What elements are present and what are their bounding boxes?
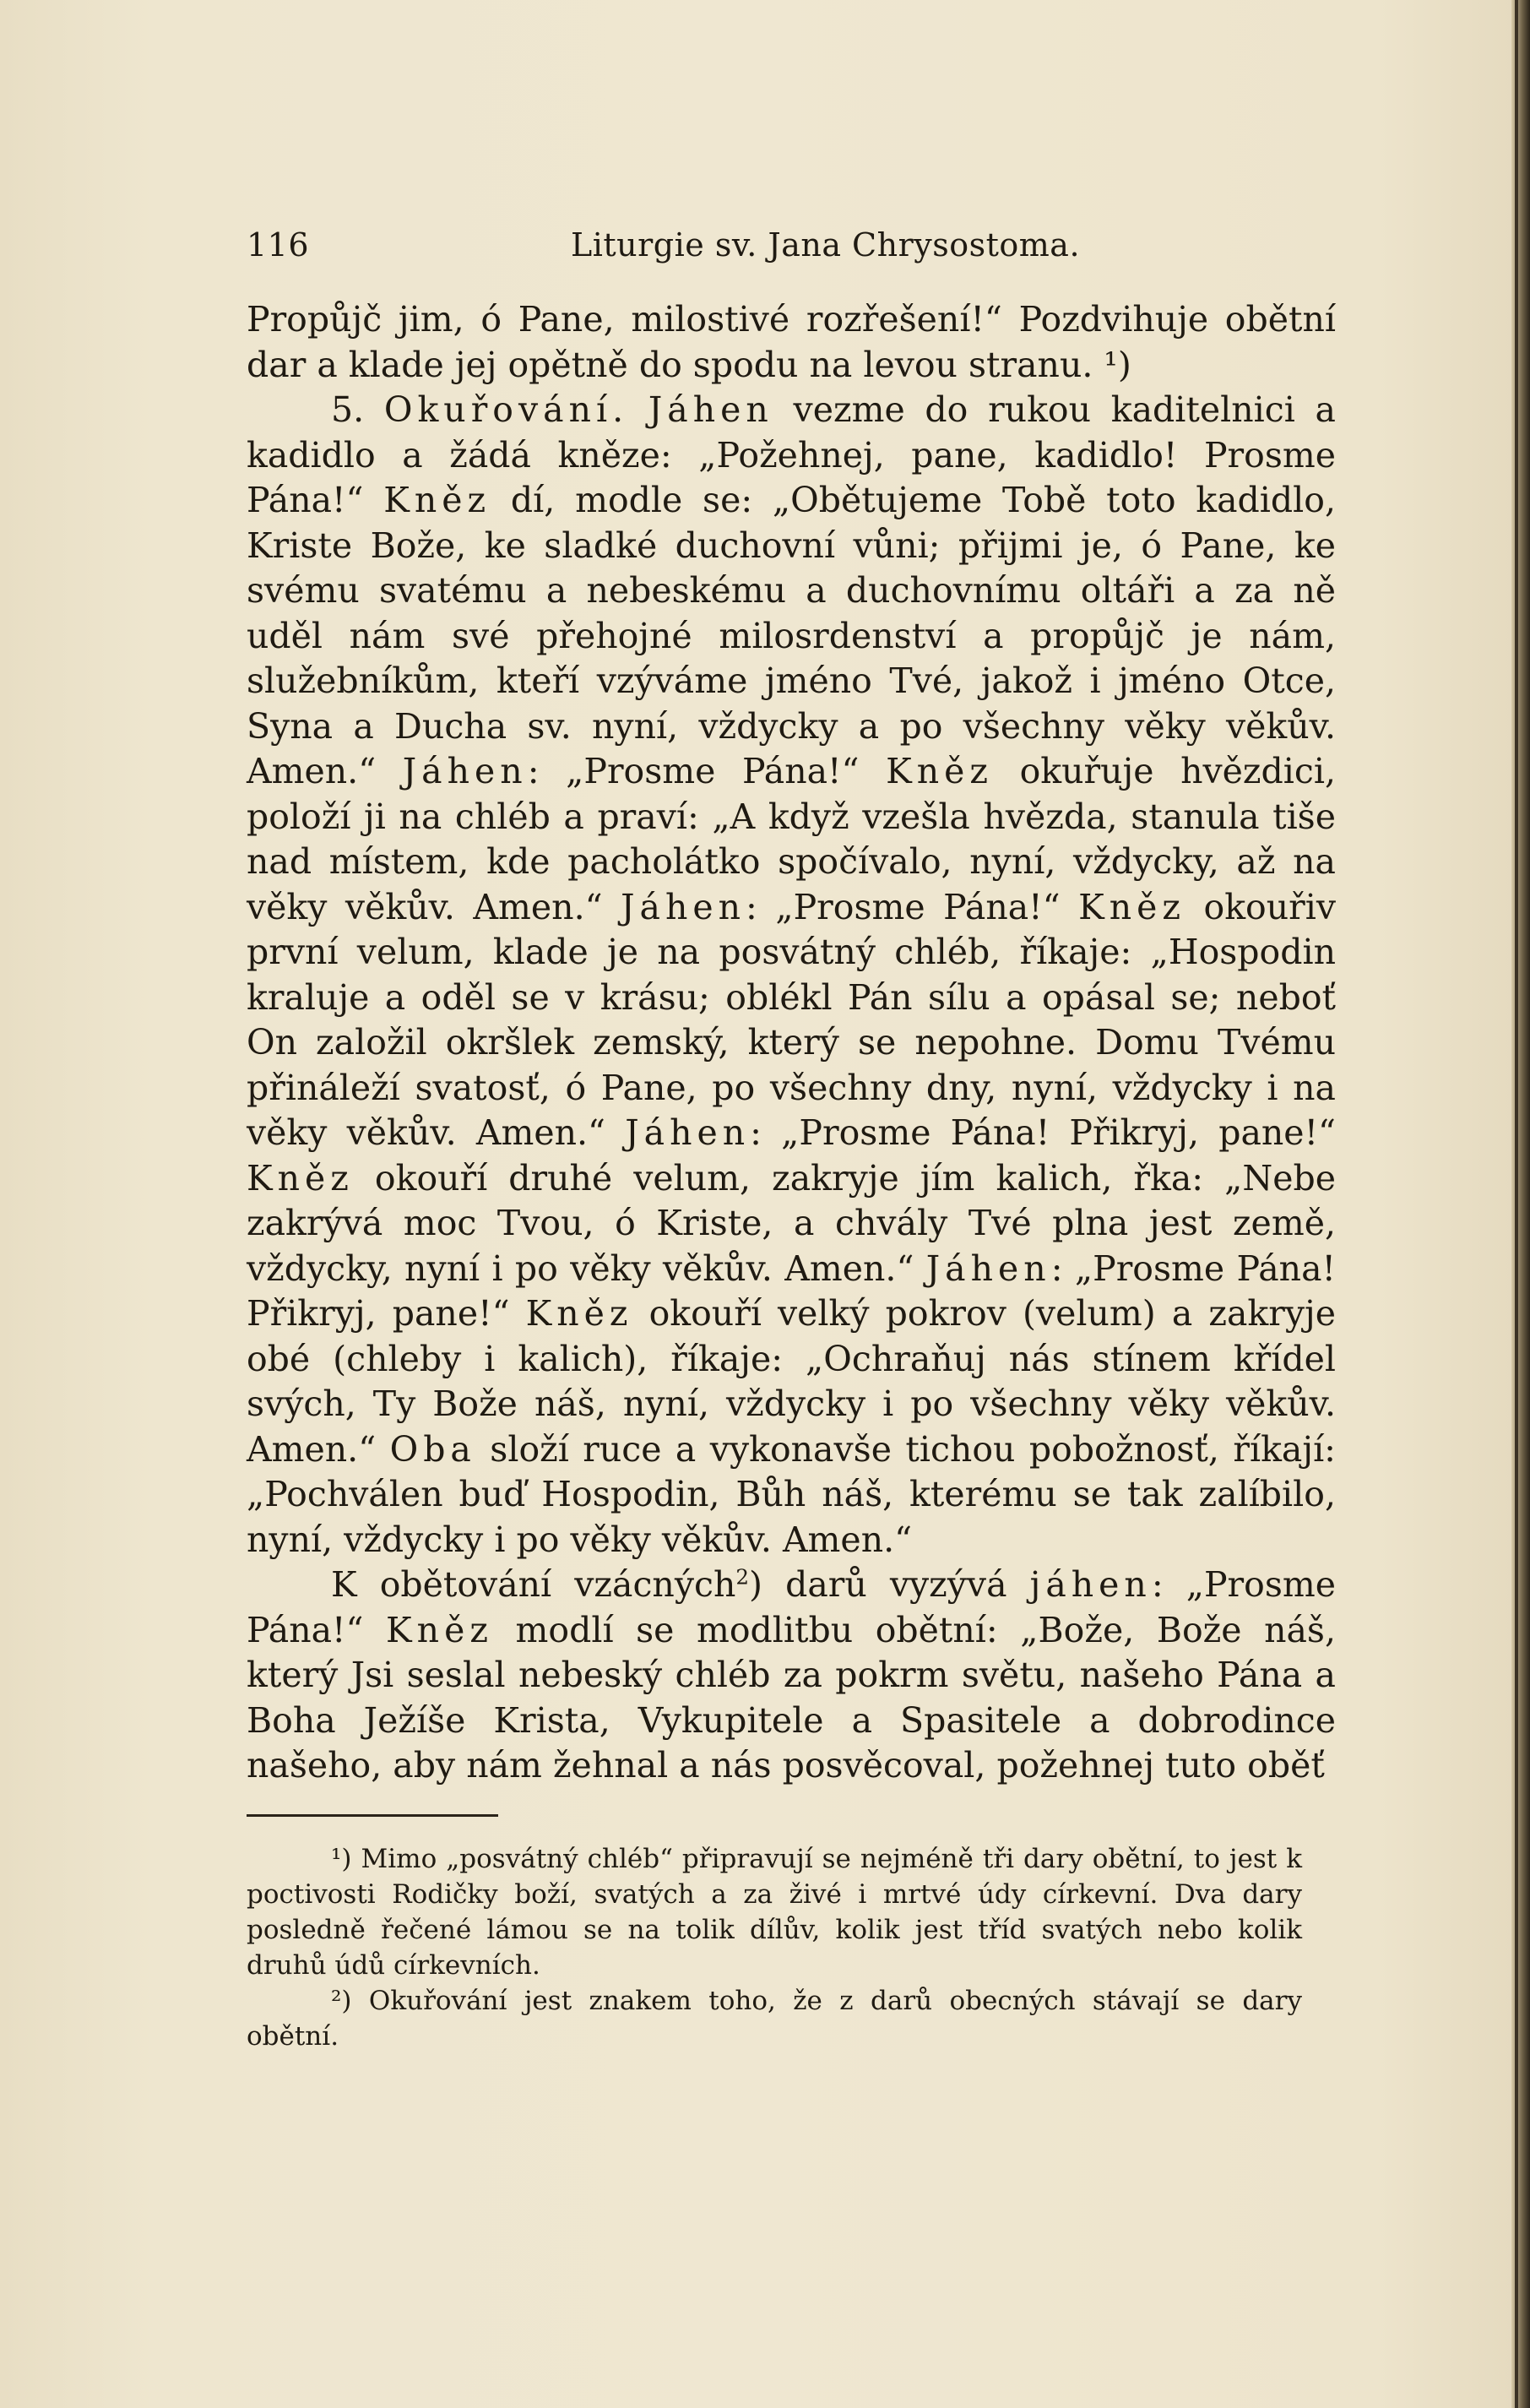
main-text [247,297,1336,1789]
text-run: : „Prosme Pána!“ [247,1564,1337,1650]
footnote-rule [247,1814,498,1817]
text-run: dí, modle se: „Obětujeme Tobě toto kadidlo, Kriste Bože, ke sladké duchovní vůni; přijmi je, ó Pane, ke svému svatému a nebeskému a duchovnímu oltáři a za ně uděl nám své přehojné milosrdenství a propůjč je nám, služebníkům, kteří vzýváme jméno Tvé, jakož i jméno Otce, Syna a Ducha sv. nyní, vždycky a po všechny věky věkův. Amen.“ [247,480,1336,791]
speaker-jahen: jáhen [1029,1564,1152,1605]
text-run: okouřiv první velum, klade je na posvátný chléb, říkaje: „Hospodin kraluje a oděl se v krásu; oblékl Pán sílu a opásal se; neboť On založil okršlek zemský, který se nepohne. Domu Tvému přináleží svatosť, ó Pane, po všechny dny, nyní, vždycky i na věky věkův. Amen.“ [247,886,1337,1153]
paragraph-2 [247,388,1336,1563]
footnote-ref-2: 2 [735,1564,750,1590]
text-run: okouří druhé velum, zakryje jím kalich, řka: „Nebe zakrývá moc Tvou, ó Kriste, a chvály Tvé plna jest země, vždycky, nyní i po věky věkův. Amen.“ [247,1157,1336,1289]
paragraph-3 [247,1563,1336,1789]
text-run: ) darů vyzývá [749,1564,1030,1605]
page-header [247,226,1336,269]
footnotes [247,1841,1302,2054]
paragraph-1: Propůjč jim, ó Pane, milostivé rozřešení!“ Pozdvihuje obětní dar a klade jej opětně do spodu na levou stranu. ¹) [247,299,1336,385]
speaker-knez: Kněz [1078,886,1186,927]
text-run: složí ruce a vykonavše tichou pobožnosť, říkají: „Pochválen buď Hospodin, Bůh náš, kterému se tak zalíbilo, nyní, vždycky i po věky věkův. Amen.“ [247,1428,1336,1560]
speaker-jahen: Jáhen [925,1247,1051,1289]
text-run [628,389,648,430]
text-run: : „Prosme Pána! Přikryj, pane!“ [750,1112,1337,1153]
speaker-jahen: Jáhen [621,886,746,927]
text-run: K obětování vzácných [331,1564,736,1605]
footnote-2: ²) Okuřování jest znakem toho, že z darů obecných stávají se dary obětní. [247,1986,1302,2052]
section-number: 5. [331,389,365,430]
text-run: okuřuje hvězdici, položí ji na chléb a praví: „A když vzešla hvězda, stanula tiše nad místem, kde pacholátko spočívalo, nyní, vždycky, až na věky věkův. Amen.“ [247,751,1336,927]
page-edge-line [1515,0,1518,2408]
running-title: Liturgie sv. Jana Chrysostoma. [571,226,1081,264]
speaker-jahen: Jáhen [648,389,773,430]
text-run: : „Prosme Pána!“ [527,751,887,791]
speaker-jahen: Jáhen [625,1112,751,1153]
text-run: okouří velký pokrov (velum) a zakryje obé (chleby i kalich), říkaje: „Ochraňuj nás stínem křídel svých, Ty Bože náš, nyní, vždycky i po všechny věky věkův. Amen.“ [247,1293,1336,1470]
speaker-knez: Kněz [386,1609,493,1650]
footnote-1: ¹) Mimo „posvátný chléb“ připravují se nejméně tři dary obětní, to jest k poctivosti Rodičky boží, svatých a za živé i mrtvé údy církevní. Dva dary posledně řečené lámou se na tolik dílův, kolik jest tříd svatých nebo kolik druhů údů církevních. [247,1844,1302,1981]
speaker-knez: Kněz [886,751,993,791]
speaker-knez: Kněz [525,1293,633,1334]
speaker-jahen: Jáhen [402,751,528,791]
text-run: modlí se modlitbu obětní: „Bože, Bože náš, který Jsi seslal nebeský chléb za pokrm světu, našeho Pána a Boha Ježíše Krista, Vykupitele a Spasitele a dobrodince našeho, aby nám žehnal a nás posvěcoval, požehnej tuto oběť [247,1609,1336,1786]
speaker-oba: Oba [389,1428,476,1470]
text-run: vezme do rukou kaditelnici a kadidlo a žádá kněze: „Požehnej, pane, kadidlo! Prosme Pána!“ [247,389,1336,520]
speaker-knez: Kněz [247,1157,354,1199]
page-number: 116 [247,226,310,264]
speaker-knez: Kněz [383,480,491,520]
section-heading: Okuřování. [383,389,629,430]
text-run: : „Prosme Pána! Přikryj, pane!“ [247,1247,1336,1334]
text-run: : „Prosme Pána!“ [746,886,1079,927]
